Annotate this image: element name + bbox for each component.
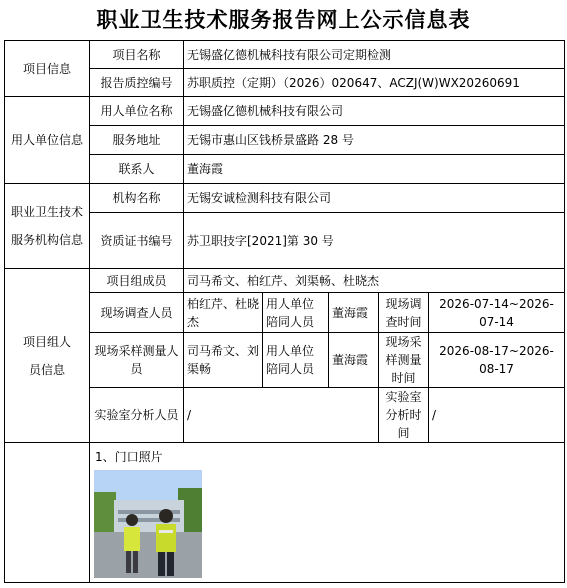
report-no-label: 报告质控编号	[90, 69, 184, 97]
row-project-name	[5, 41, 565, 69]
photos-cell	[90, 443, 565, 583]
contact-label: 联系人	[90, 155, 184, 184]
section-agency-label: 职业卫生技术服务机构信息	[10, 205, 83, 247]
section-employer-label: 用人单位信息	[10, 132, 83, 147]
survey-staff-label: 现场调查人员	[90, 293, 184, 333]
sampling-time-label: 现场采样测量时间	[379, 333, 429, 388]
section-team-label: 项目组人员信息	[22, 334, 71, 377]
sampling-staff-label: 现场采样测量人员	[90, 333, 184, 388]
section-project-info: 项目信息	[5, 41, 90, 97]
lab-staff-value: /	[184, 388, 379, 443]
project-name-label: 项目名称	[90, 41, 184, 69]
survey-staff-value: 柏红芹、杜晓杰	[184, 293, 263, 333]
row-photos	[5, 443, 565, 583]
employer-name-value: 无锡盛亿德机械科技有限公司	[184, 97, 565, 126]
section-team	[5, 269, 90, 443]
service-address-value: 无锡市惠山区钱桥景盛路 28 号	[184, 126, 565, 155]
agency-name-label: 机构名称	[90, 184, 184, 213]
row-employer-name	[5, 97, 565, 126]
lab-staff-label: 实验室分析人员	[90, 388, 184, 443]
page-title: 职业卫生技术服务报告网上公示信息表	[96, 8, 471, 32]
report-no-value: 苏职质控（定期）（2026）020647、ACZJ(W)WX20260691	[184, 69, 565, 97]
entrance-photo	[94, 470, 202, 578]
employer-name-label: 用人单位名称	[90, 97, 184, 126]
survey-accompany-label: 用人单位陪同人员	[263, 293, 329, 333]
agency-name-value: 无锡安诚检测科技有限公司	[184, 184, 565, 213]
contact-value: 董海霞	[184, 155, 565, 184]
cert-no-value: 苏卫职技字[2021]第 30 号	[184, 213, 565, 269]
row-team-members	[5, 269, 565, 293]
row-agency-name	[5, 184, 565, 213]
sampling-accompany-label: 用人单位陪同人员	[263, 333, 329, 388]
team-members-label: 项目组成员	[90, 269, 184, 293]
entrance-photo-image	[94, 470, 202, 578]
survey-time-value: 2026-07-14~2026-07-14	[429, 293, 565, 333]
lab-time-label: 实验室分析时间	[379, 388, 429, 443]
service-address-label: 服务地址	[90, 126, 184, 155]
section-employer	[5, 97, 90, 184]
photo-caption: 1、门口照片	[95, 449, 163, 464]
sampling-accompany-value: 董海霞	[329, 333, 379, 388]
survey-accompany-value: 董海霞	[329, 293, 379, 333]
section-agency	[5, 184, 90, 269]
disclosure-table	[4, 40, 565, 583]
project-name-value: 无锡盛亿德机械科技有限公司定期检测	[184, 41, 565, 69]
survey-time-label: 现场调查时间	[379, 293, 429, 333]
photos-blank-cell	[5, 443, 90, 583]
sampling-staff-value: 司马希文、刘渠畅	[184, 333, 263, 388]
cert-no-label: 资质证书编号	[90, 213, 184, 269]
sampling-time-value: 2026-08-17~2026-08-17	[429, 333, 565, 388]
lab-time-value: /	[429, 388, 565, 443]
team-members-value: 司马希文、柏红芹、刘渠畅、杜晓杰	[184, 269, 565, 293]
